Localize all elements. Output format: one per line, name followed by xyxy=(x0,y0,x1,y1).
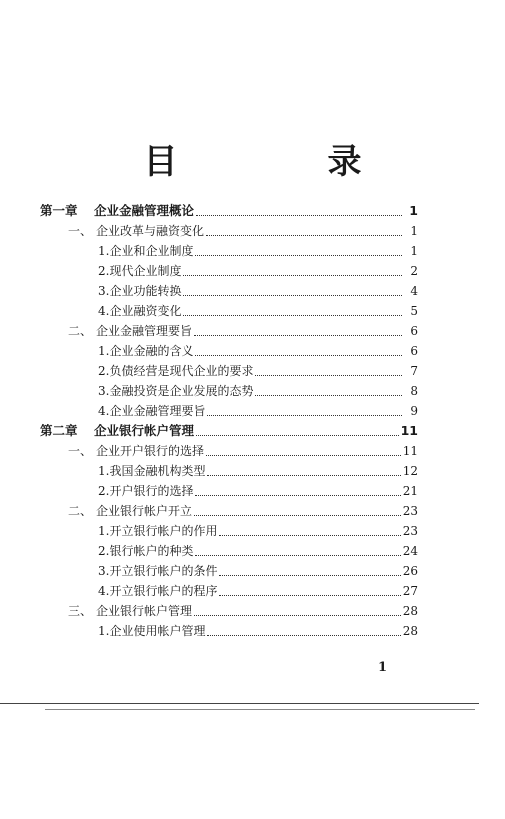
bottom-rule xyxy=(0,703,479,704)
toc-leader-dots xyxy=(194,334,402,336)
toc-leader-dots xyxy=(219,574,400,576)
toc-entry-text: 3.开立银行帐户的条件 xyxy=(98,564,218,578)
toc-entry-text: 企业银行帐户开立 xyxy=(96,504,193,518)
toc-leader-dots xyxy=(195,354,402,356)
toc-chapter-row xyxy=(40,419,418,439)
toc-leader-dots xyxy=(206,454,401,456)
toc-entry-label xyxy=(66,323,192,339)
toc-item-row xyxy=(98,619,418,639)
toc-entry-text: 企业金融管理要旨 xyxy=(96,324,193,338)
toc-page-number: 28 xyxy=(402,604,418,618)
toc-entry-label xyxy=(98,243,193,259)
toc-section-row xyxy=(66,319,418,339)
toc-entry-label xyxy=(98,543,193,559)
toc-page-number: 11 xyxy=(402,444,418,458)
toc-entry-text: 3.金融投资是企业发展的态势 xyxy=(98,384,254,398)
toc-item-row xyxy=(98,399,418,419)
toc-page-number: 23 xyxy=(402,524,418,538)
toc-item-row xyxy=(98,279,418,299)
toc-section-row xyxy=(66,599,418,619)
toc-entry-label xyxy=(98,463,205,479)
toc-entry-number: 二、 xyxy=(67,324,92,338)
toc-page-number: 27 xyxy=(402,584,418,598)
toc-entry-label xyxy=(98,623,205,639)
toc-entry-text: 4.开立银行帐户的程序 xyxy=(98,584,218,598)
toc-entry-label xyxy=(98,383,253,399)
toc-entry-text: 企业金融管理概论 xyxy=(94,203,195,218)
toc-entry-text: 企业银行帐户管理 xyxy=(96,604,193,618)
toc-leader-dots xyxy=(207,414,402,416)
toc-page-number: 1 xyxy=(410,224,418,238)
toc-entry-text: 3.企业功能转换 xyxy=(98,284,182,298)
toc-section-row xyxy=(66,219,418,239)
toc-leader-dots xyxy=(206,234,402,236)
toc-item-row xyxy=(98,339,418,359)
toc-item-row xyxy=(98,359,418,379)
toc-entry-label xyxy=(98,563,217,579)
toc-item-row xyxy=(98,239,418,259)
toc-leader-dots xyxy=(255,394,402,396)
toc-entry-text: 1.企业使用帐户管理 xyxy=(98,624,206,638)
toc-page-number: 4 xyxy=(410,284,418,298)
toc-entry-label xyxy=(40,203,194,219)
toc-section-row xyxy=(66,499,418,519)
toc-entry-label xyxy=(98,283,181,299)
bottom-rule-secondary xyxy=(45,709,475,710)
toc-item-row xyxy=(98,379,418,399)
toc-page-number: 11 xyxy=(400,423,418,438)
page-title: 目 录 xyxy=(143,142,420,182)
toc-item-row xyxy=(98,459,418,479)
toc-leader-dots xyxy=(219,594,400,596)
toc-entry-label xyxy=(98,483,193,499)
toc-entry-number: 第一章 xyxy=(40,203,78,218)
toc-leader-dots xyxy=(195,254,402,256)
toc-item-row xyxy=(98,299,418,319)
toc-entry-label xyxy=(98,523,217,539)
toc-entry-number: 三、 xyxy=(67,604,92,618)
toc-entry-label xyxy=(98,263,181,279)
toc-entry-text: 1.企业金融的含义 xyxy=(98,344,194,358)
toc-entry-number: 一、 xyxy=(67,444,92,458)
toc-chapter-row xyxy=(40,199,418,219)
toc-entry-text: 企业银行帐户管理 xyxy=(94,423,195,438)
toc-entry-label xyxy=(66,503,192,519)
toc-page-number: 2 xyxy=(410,264,418,278)
toc-page-number: 21 xyxy=(402,484,418,498)
toc-page-number: 9 xyxy=(410,404,418,418)
toc-page-number: 24 xyxy=(402,544,418,558)
toc-entry-number: 二、 xyxy=(67,504,92,518)
toc-entry-number: 一、 xyxy=(67,224,92,238)
toc-item-row xyxy=(98,479,418,499)
toc-entry-text: 企业开户银行的选择 xyxy=(96,444,205,458)
toc-leader-dots xyxy=(194,614,401,616)
toc-section-row xyxy=(66,439,418,459)
toc-leader-dots xyxy=(195,554,400,556)
toc-page-number: 12 xyxy=(402,464,418,478)
toc-page-number: 8 xyxy=(410,384,418,398)
toc-entry-text: 1.开立银行帐户的作用 xyxy=(98,524,218,538)
toc-leader-dots xyxy=(196,214,402,216)
toc-leader-dots xyxy=(183,274,402,276)
toc-entry-text: 2.开户银行的选择 xyxy=(98,484,194,498)
toc-entry-label xyxy=(40,423,194,439)
toc-entry-text: 2.负债经营是现代企业的要求 xyxy=(98,364,254,378)
toc-entry-text: 4.企业金融管理要旨 xyxy=(98,404,206,418)
toc-entry-text: 4.企业融资变化 xyxy=(98,304,182,318)
toc-entry-text: 2.现代企业制度 xyxy=(98,264,182,278)
toc-page-number: 23 xyxy=(402,504,418,518)
toc-page-number: 6 xyxy=(410,344,418,358)
toc-page-number: 1 xyxy=(410,244,418,258)
toc-entry-label xyxy=(98,343,193,359)
toc-entry-label xyxy=(98,363,253,379)
toc-entry-label xyxy=(66,603,192,619)
toc-item-row xyxy=(98,559,418,579)
toc-page-number: 26 xyxy=(402,564,418,578)
toc-leader-dots xyxy=(207,634,400,636)
toc-entry-text: 1.我国金融机构类型 xyxy=(98,464,206,478)
toc-page-number: 5 xyxy=(410,304,418,318)
toc-page-number: 1 xyxy=(409,203,418,218)
toc-entry-label xyxy=(98,303,181,319)
toc-entry-label xyxy=(98,583,217,599)
toc-leader-dots xyxy=(194,514,401,516)
toc-entry-label xyxy=(98,403,205,419)
toc-page-number: 7 xyxy=(410,364,418,378)
toc-entry-label xyxy=(66,223,204,239)
toc-page-number: 6 xyxy=(410,324,418,338)
toc-page-number: 28 xyxy=(402,624,418,638)
toc-item-row xyxy=(98,539,418,559)
page-number: 1 xyxy=(378,660,388,675)
toc-entry-label xyxy=(66,443,204,459)
toc-entry-text: 企业改革与融资变化 xyxy=(96,224,205,238)
toc-leader-dots xyxy=(255,374,402,376)
toc-leader-dots xyxy=(196,434,399,436)
toc-leader-dots xyxy=(219,534,400,536)
toc-leader-dots xyxy=(207,474,400,476)
toc-item-row xyxy=(98,259,418,279)
toc-item-row xyxy=(98,579,418,599)
toc-entry-number: 第二章 xyxy=(40,423,78,438)
toc-entry-text: 2.银行帐户的种类 xyxy=(98,544,194,558)
toc-item-row xyxy=(98,519,418,539)
toc-entry-text: 1.企业和企业制度 xyxy=(98,244,194,258)
toc-leader-dots xyxy=(183,314,402,316)
toc-leader-dots xyxy=(195,494,400,496)
toc-leader-dots xyxy=(183,294,402,296)
